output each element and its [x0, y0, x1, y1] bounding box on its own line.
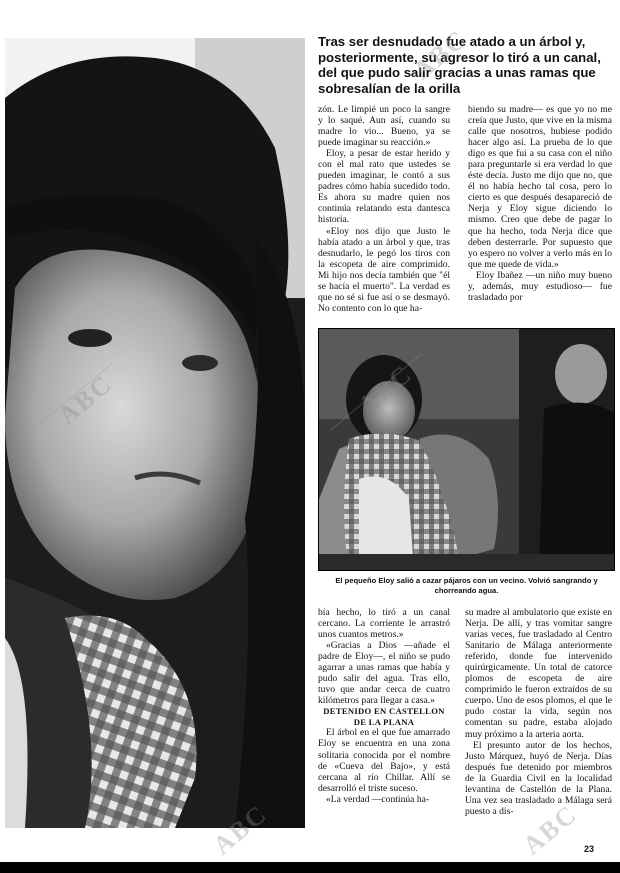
- headline: Tras ser desnudado fue atado a un árbol y, posteriormente, su agresor lo tiró a un canal, del que pudo salir gracias a unas ramas que sobresalían de la orilla: [318, 34, 601, 96]
- paragraph: El árbol en el que fue amarrado Eloy se encuentra en una zona solitaria conocida por el nombre de «Cueva del Bajo», y está cercana al río Chillar. Allí se desarrolló el triste suceso.: [318, 727, 450, 794]
- paragraph: «Gracias a Dios —añade el padre de Eloy—, el niño se pudo agarrar a unas ramas que había y pudo salir del agua. Tras ello, tuvo que andar cerca de cuatro kilómetros para llegar a casa.»: [318, 640, 450, 707]
- article-column-2: [468, 104, 612, 303]
- paragraph: Eloy Ibañez —un niño muy bueno y, además, muy estudioso— fue trasladado por: [468, 269, 612, 303]
- article-column-4: [465, 607, 612, 817]
- paragraph: «La verdad —continúa ha-: [326, 793, 430, 805]
- paragraph: su madre al ambulatorio que existe en Nerja. De allí, y tras vomitar sangre varias veces, fue trasladado al Centro Sanitario de Málaga anteriormente referido, donde fue intervenido quirúrgicamente. Un total de catorce plomos de escopeta de aire comprimido le fueron extraídos de su cuerpo. Uno de esos plomos, el que le pudo costar la vida, según nos comentan su padre, estaba alojado muy próximo a la arteria aorta.: [465, 607, 612, 740]
- watermark: ABC: [407, 23, 473, 86]
- paragraph: zón. Le limpié un poco la sangre y lo saqué. Aun así, cuando su madre lo vio... Bueno, ya se puede imaginar su reacción.»: [318, 104, 450, 149]
- article-column-1: [318, 104, 450, 314]
- boy-photo-graphic: [319, 329, 615, 571]
- article-column-3: [318, 607, 450, 805]
- paragraph: biendo su madre— es que yo no me creía que Justo, que vive en la misma calle que nosotros, hubiese podido hacer algo así. La prueba de lo que digo es que fui a su casa con el niño para preguntarle si era verdad lo que éste decía. Justo me dijo que no, que él no había hecho tal cosa, pero lo cierto es que después desapareció de Nerja y Eloy sigue diciendo lo mismo. Creo que debe de pagar lo que ha hecho, toda Nerja dice que deben desterrarle. Por supuesto que yo espero no volver a verlo más en lo que me quede de vida.»: [468, 104, 612, 270]
- boy-photo: [318, 328, 615, 571]
- bottom-bar: [0, 862, 620, 873]
- watermark: ABC: [207, 798, 273, 861]
- watermark: ABC: [52, 368, 118, 431]
- watermark: ABC: [517, 798, 583, 861]
- paragraph: «Eloy nos dijo que Justo le había atado a un árbol y que, tras desnudarlo, le pegó los tiros con la escopeta de aire comprimido. Mi hijo nos decía también que "él se hacía el muerto". La verdad es que no sé si fue así o se desmayó. No contento con lo que ha-: [318, 225, 450, 314]
- paragraph: Eloy, a pesar de estar herido y con el mal rato que ustedes se pueden imaginar, le contó a sus padres cómo había sucedido todo. Es ahora su madre quien nos continúa relatando esta dantesca historia.: [318, 148, 450, 226]
- paragraph: El presunto autor de los hechos, Justo Márquez, huyó de Nerja. Días después fue detenido por miembros de la Guardia Civil en la localidad levantina de Castellón de la Plana. Una vez sea trasladado a Málaga será puesto a dis-: [465, 739, 612, 817]
- portrait-photo-graphic: [5, 38, 305, 828]
- paragraph: bía hecho, lo tiró a un canal cercano. La corriente le arrastró unos cuantos metros.»: [318, 607, 450, 641]
- photo-caption: El pequeño Eloy salió a cazar pájaros con un vecino. Volvió sangrando y chorreando agua.: [335, 576, 598, 595]
- subheading: DETENIDO EN CASTELLON DE LA PLANA: [323, 706, 445, 727]
- page-number: 23: [584, 844, 595, 854]
- watermark: ABC: [352, 358, 418, 421]
- portrait-photo: [5, 38, 305, 828]
